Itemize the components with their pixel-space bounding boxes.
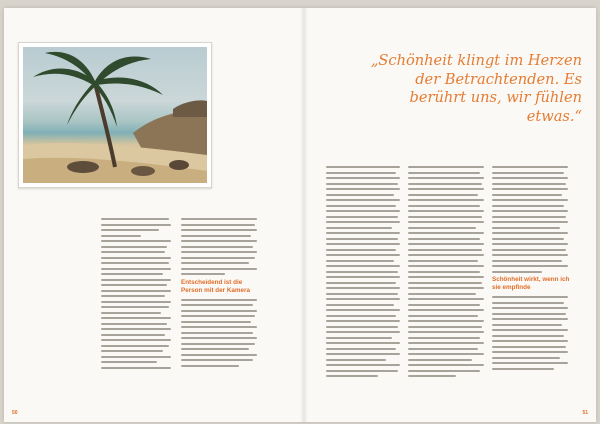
pull-quote: „Schönheit klingt im Herzen der Betrachtenden. Es berührt uns, wir fühlen etwas.“ [370,52,582,125]
page-gutter [300,8,308,422]
right-column-3 [492,166,570,373]
left-column-2 [181,218,259,370]
photo-frame [18,42,212,188]
right-page-number: 51 [582,410,588,416]
beach-palm-illustration [23,47,207,183]
beach-palm-photo [23,47,207,183]
left-folio [12,410,21,416]
magazine-spread [4,8,596,422]
right-folio [579,410,588,416]
right-subhead: Schönheit wirkt, wenn ich sie empfinde [492,276,570,291]
right-column-1 [326,166,402,381]
left-subhead: Entscheidend ist die Person mit der Kamera [181,278,250,294]
right-column-2 [408,166,486,381]
left-column-1 [101,218,173,372]
left-page-number: 50 [12,410,18,416]
